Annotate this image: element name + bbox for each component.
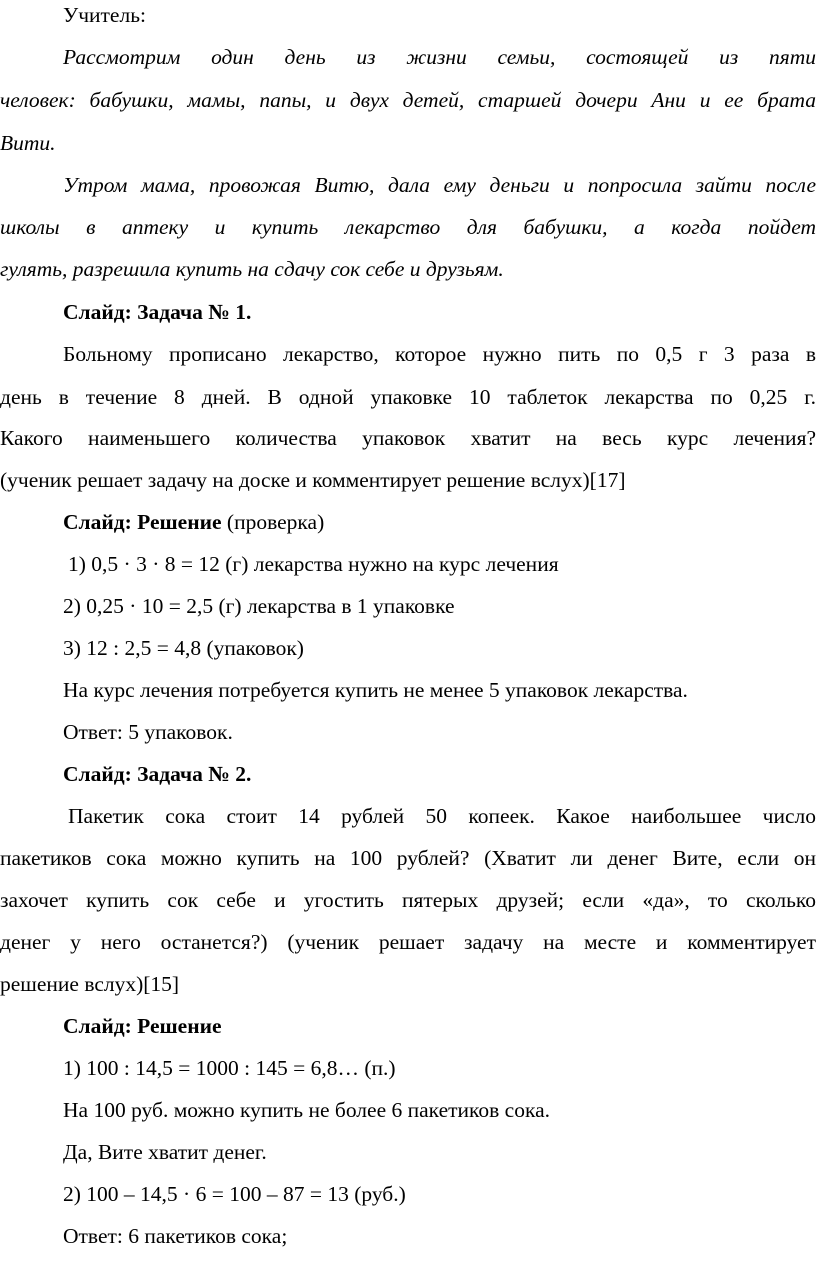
- teacher-label: Учитель:: [63, 3, 146, 27]
- intro-paragraph-2-line-2: школы в аптеку и купить лекарство для бабушки, а когда пойдет: [0, 215, 816, 239]
- task2-solution-heading: Слайд: Решение: [63, 1014, 222, 1038]
- task1-problem-line-4: (ученик решает задачу на доске и комментирует решение вслух)[17]: [0, 468, 626, 492]
- task1-answer: Ответ: 5 упаковок.: [63, 720, 233, 744]
- task1-step-3: 3) 12 : 2,5 = 4,8 (упаковок): [63, 636, 304, 660]
- intro-paragraph-2-line-1: Утром мама, провожая Витю, дала ему деньги и попросила зайти после: [63, 173, 816, 197]
- intro-paragraph-1-line-2: человек: бабушки, мамы, папы, и двух детей, старшей дочери Ани и ее брата: [0, 88, 816, 112]
- task1-step-2: 2) 0,25 · 10 = 2,5 (г) лекарства в 1 упаковке: [63, 594, 455, 618]
- task1-problem-line-3: Какого наименьшего количества упаковок хватит на весь курс лечения?: [0, 426, 816, 450]
- task2-step-1: 1) 100 : 14,5 = 1000 : 145 = 6,8… (п.): [63, 1056, 396, 1080]
- task1-problem-line-2: день в течение 8 дней. В одной упаковке 10 таблеток лекарства по 0,25 г.: [0, 385, 816, 409]
- task2-step-2: 2) 100 – 14,5 · 6 = 100 – 87 = 13 (руб.): [63, 1182, 406, 1206]
- task2-note-2: Да, Вите хватит денег.: [63, 1140, 267, 1164]
- intro-paragraph-1-line-1: Рассмотрим один день из жизни семьи, состоящей из пяти: [63, 45, 816, 69]
- intro-paragraph-1-line-3: Вити.: [0, 131, 56, 155]
- task1-conclusion: На курс лечения потребуется купить не менее 5 упаковок лекарства.: [63, 678, 688, 702]
- task2-heading: Слайд: Задача № 2.: [63, 762, 252, 786]
- task2-problem-line-2: пакетиков сока можно купить на 100 рублей? (Хватит ли денег Вите, если он: [0, 846, 816, 870]
- task2-problem-line-3: захочет купить сок себе и угостить пятерых друзей; если «да», то сколько: [0, 888, 816, 912]
- task2-note-1: На 100 руб. можно купить не более 6 пакетиков сока.: [63, 1098, 550, 1122]
- task1-heading: Слайд: Задача № 1.: [63, 300, 252, 324]
- task1-problem-line-1: Больному прописано лекарство, которое нужно пить по 0,5 г 3 раза в: [63, 342, 816, 366]
- task1-step-1: 1) 0,5 · 3 · 8 = 12 (г) лекарства нужно на курс лечения: [68, 552, 559, 576]
- intro-paragraph-2-line-3: гулять, разрешила купить на сдачу сок себе и друзьям.: [0, 257, 504, 281]
- task1-solution-heading: [63, 512, 816, 534]
- task2-problem-line-4: денег у него останется?) (ученик решает задачу на месте и комментирует: [0, 930, 816, 954]
- task1-solution-heading-note: (проверка): [221, 510, 325, 534]
- task2-problem-line-1: Пакетик сока стоит 14 рублей 50 копеек. Какое наибольшее число: [68, 804, 816, 828]
- task1-solution-heading-bold: Слайд: Решение: [63, 510, 222, 534]
- task2-answer: Ответ: 6 пакетиков сока;: [63, 1224, 288, 1248]
- task2-problem-line-5: решение вслух)[15]: [0, 972, 180, 996]
